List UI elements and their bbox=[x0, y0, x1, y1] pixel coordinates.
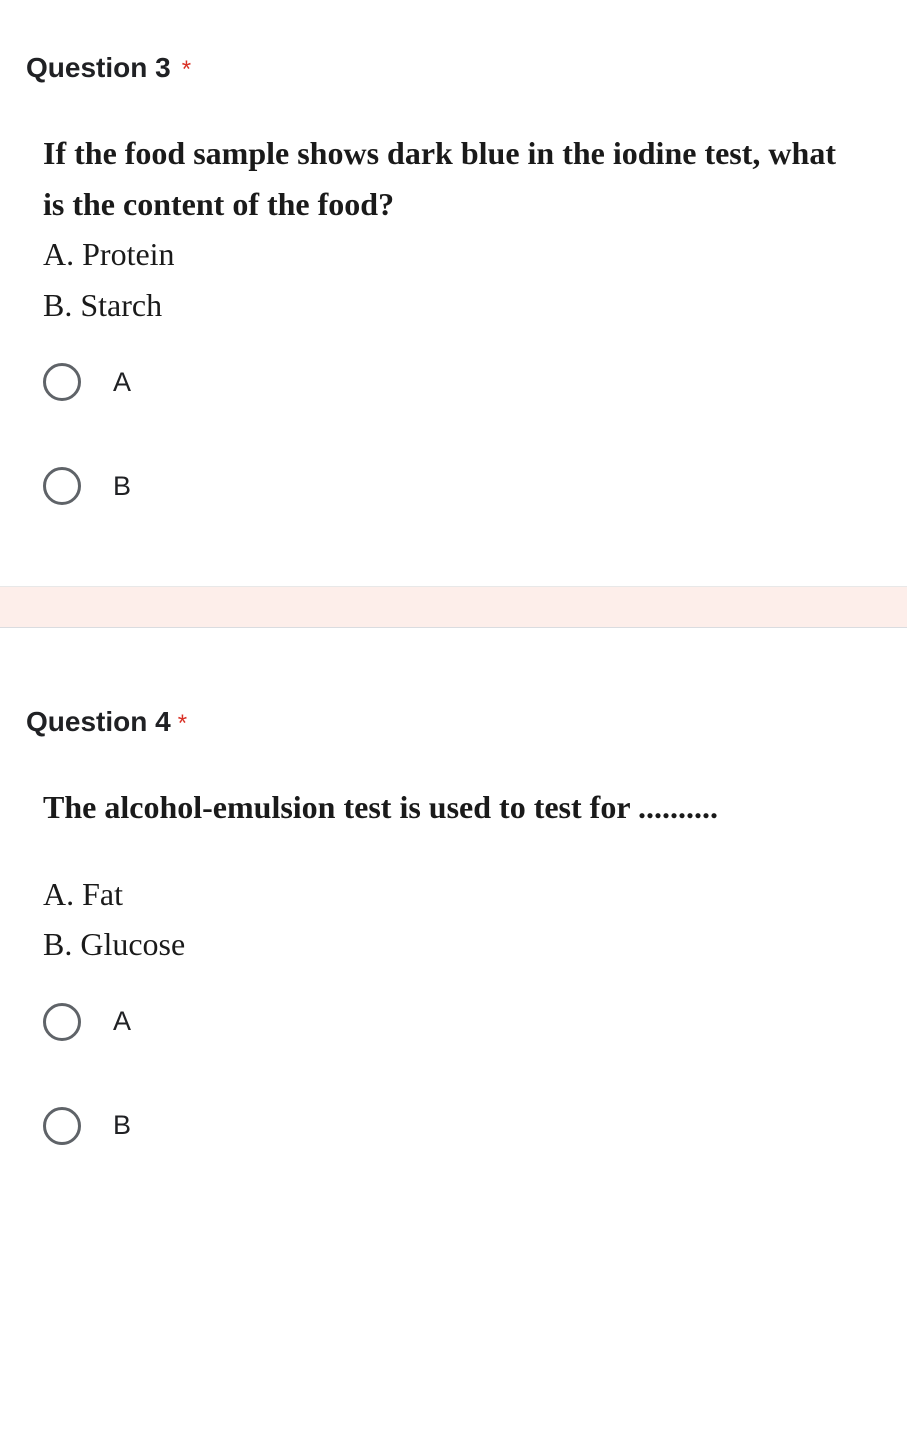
question-4-choice-line-a: A. Fat bbox=[43, 875, 123, 912]
radio-icon[interactable] bbox=[43, 467, 81, 505]
radio-icon[interactable] bbox=[43, 1003, 81, 1041]
radio-icon[interactable] bbox=[43, 363, 81, 401]
question-4-choice-line-b: B. Glucose bbox=[43, 926, 186, 963]
question-3-title: Question 3 bbox=[26, 52, 171, 83]
question-4-option-b[interactable] bbox=[43, 1096, 881, 1156]
question-3-option-a[interactable] bbox=[43, 352, 881, 412]
question-4-stem: The alcohol-emulsion test is used to test for .......... bbox=[43, 789, 718, 826]
question-3-choice-line-b: B. Starch bbox=[43, 286, 163, 323]
section-divider bbox=[0, 586, 907, 628]
question-card-3 bbox=[0, 0, 907, 586]
question-4-body bbox=[26, 782, 881, 1156]
question-3-option-b[interactable] bbox=[43, 456, 881, 516]
question-4-options bbox=[43, 992, 881, 1156]
question-4-option-b-label: B bbox=[113, 1110, 132, 1141]
radio-icon[interactable] bbox=[43, 1107, 81, 1145]
question-4-required-asterisk: * bbox=[177, 710, 188, 738]
question-3-header bbox=[26, 52, 881, 84]
question-3-option-b-label: B bbox=[113, 470, 132, 501]
question-3-choice-line-a: A. Protein bbox=[43, 236, 175, 273]
question-4-header bbox=[26, 706, 881, 738]
question-3-body bbox=[26, 128, 881, 516]
question-4-option-a-label: A bbox=[113, 1006, 132, 1037]
question-4-option-a[interactable] bbox=[43, 992, 881, 1052]
question-3-stem: If the food sample shows dark blue in the iodine test, what is the content of the food? bbox=[43, 135, 836, 222]
question-card-4 bbox=[0, 628, 907, 1156]
question-4-title: Question 4 bbox=[26, 706, 171, 738]
stem-gap bbox=[43, 833, 881, 869]
question-3-options bbox=[43, 352, 881, 516]
question-3-option-a-label: A bbox=[113, 366, 132, 397]
question-3-required-asterisk: * bbox=[181, 56, 192, 83]
